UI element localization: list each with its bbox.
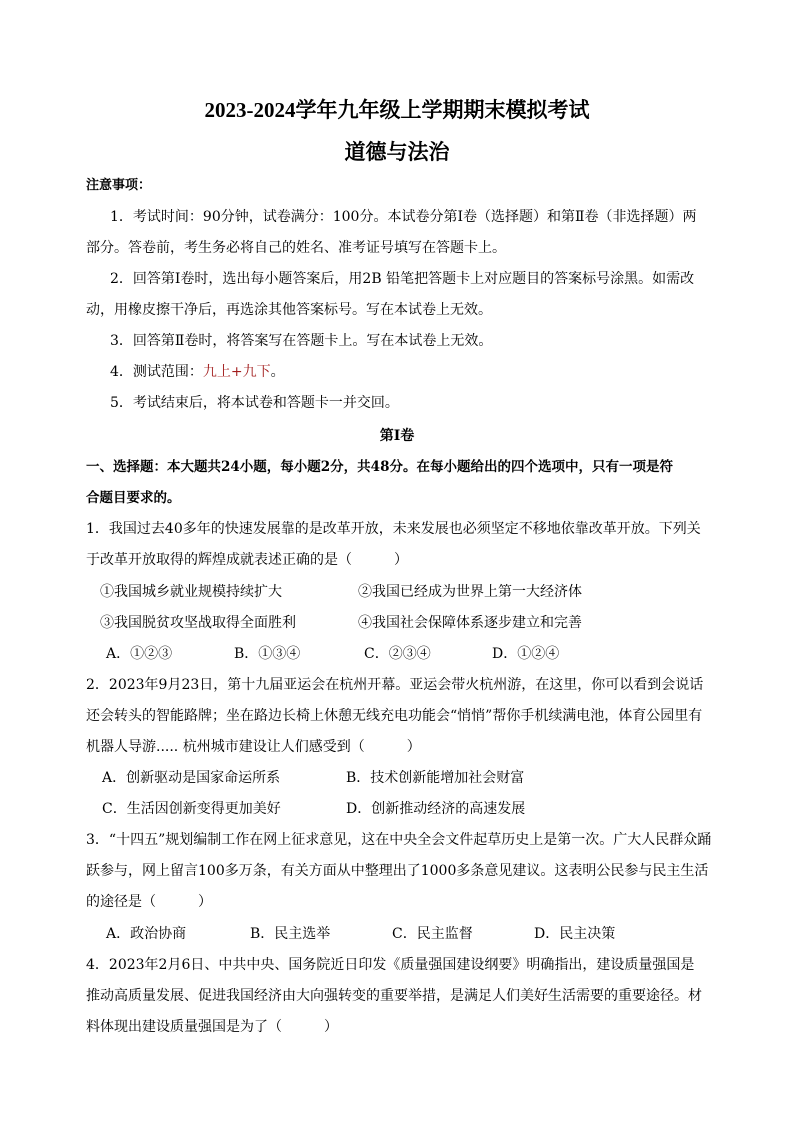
q3-stem-line-3: 的途径是（ ） bbox=[86, 894, 212, 910]
section-heading-line-1: 一、选择题：本大题共24小题，每小题2分，共48分。在每小题给出的四个选项中，只有一项是符 bbox=[86, 459, 673, 475]
subject-title: 道德与法治 bbox=[344, 140, 450, 164]
q3-option-a: A．政治协商 bbox=[106, 926, 187, 942]
q1-option-d: D．①②④ bbox=[492, 646, 560, 662]
q3-option-c: C．民主监督 bbox=[392, 926, 473, 942]
q1-statement-1: ①我国城乡就业规模持续扩大 bbox=[100, 584, 282, 600]
q1-option-a: A．①②③ bbox=[106, 646, 173, 662]
test-scope: 九上+九下 bbox=[202, 364, 271, 380]
q1-stem-line-1: 1．我国过去40多年的快速发展靠的是改革开放，未来发展也必须坚定不移地依靠改革开放。下列关 bbox=[86, 521, 701, 537]
q2-option-a: A．创新驱动是国家命运所系 bbox=[102, 770, 281, 786]
notice-item-5: 5．考试结束后，将本试卷和答题卡一并交回。 bbox=[110, 395, 399, 411]
q1-stem-line-2: 于改革开放取得的辉煌成就表述正确的是（ ） bbox=[86, 552, 408, 568]
q2-option-c: C．生活因创新变得更加美好 bbox=[102, 801, 281, 817]
notice-item-4-prefix: 4．测试范围： bbox=[110, 364, 203, 380]
section-heading-line-2: 合题目要求的。 bbox=[86, 490, 181, 506]
part-title: 第Ⅰ卷 bbox=[379, 428, 415, 444]
q3-stem-line-1: 3．“十四五”规划编制工作在网上征求意见，这在中央全会文件起草历史上是第一次。广大人民群众踊 bbox=[86, 832, 712, 848]
q2-stem-line-1: 2．2023年9月23日，第十九届亚运会在杭州开幕。亚运会带火杭州游，在这里，你可以看到会说话 bbox=[86, 677, 704, 693]
q4-stem-line-3: 料体现出建设质量强国是为了（ ） bbox=[86, 1019, 338, 1035]
q1-statement-3: ③我国脱贫攻坚战取得全面胜利 bbox=[100, 615, 296, 631]
q2-option-b: B．技术创新能增加社会财富 bbox=[346, 770, 525, 786]
exam-title: 2023-2024学年九年级上学期期末模拟考试 bbox=[204, 98, 590, 122]
q3-option-b: B．民主选举 bbox=[250, 926, 331, 942]
q2-stem-line-2: 还会转头的智能路牌；坐在路边长椅上休憩无线充电功能会“悄悄”帮你手机续满电池，体育公园里有 bbox=[86, 708, 703, 724]
q1-statement-4: ④我国社会保障体系逐步建立和完善 bbox=[358, 615, 582, 631]
q3-option-d: D．民主决策 bbox=[534, 926, 616, 942]
notice-heading: 注意事项： bbox=[86, 178, 152, 193]
notice-item-1-line-1: 1．考试时间：90分钟，试卷满分：100分。本试卷分第Ⅰ卷（选择题）和第Ⅱ卷（非选择题）两 bbox=[110, 209, 697, 225]
notice-item-4 bbox=[110, 362, 750, 382]
q2-option-d: D．创新推动经济的高速发展 bbox=[346, 801, 526, 817]
notice-item-2-line-1: 2．回答第Ⅰ卷时，选出每小题答案后，用2B 铅笔把答题卡上对应题目的答案标号涂黑。如需改 bbox=[110, 271, 695, 287]
q4-stem-line-2: 推动高质量发展、促进我国经济由大向强转变的重要举措，是满足人们美好生活需要的重要途径。材 bbox=[86, 988, 702, 1004]
q1-option-b: B．①③④ bbox=[234, 646, 301, 662]
q2-stem-line-3: 机器人导游..... 杭州城市建设让人们感受到（ ） bbox=[86, 739, 421, 755]
q4-stem-line-1: 4．2023年2月6日、中共中央、国务院近日印发《质量强国建设纲要》明确指出，建设质量强国是 bbox=[86, 957, 695, 973]
notice-item-2-line-2: 动，用橡皮擦干净后，再选涂其他答案标号。写在本试卷上无效。 bbox=[86, 302, 492, 318]
notice-item-1-line-2: 部分。答卷前，考生务必将自己的姓名、准考证号填写在答题卡上。 bbox=[86, 240, 506, 256]
q3-stem-line-2: 跃参与，网上留言100多万条，有关方面从中整理出了1000多条意见建议。这表明公民参与民主生活 bbox=[86, 863, 709, 879]
notice-item-4-suffix: 。 bbox=[270, 364, 285, 380]
q1-option-c: C．②③④ bbox=[364, 646, 431, 662]
notice-item-3: 3．回答第Ⅱ卷时，将答案写在答题卡上。写在本试卷上无效。 bbox=[110, 333, 493, 349]
q1-statement-2: ②我国已经成为世界上第一大经济体 bbox=[358, 584, 582, 600]
